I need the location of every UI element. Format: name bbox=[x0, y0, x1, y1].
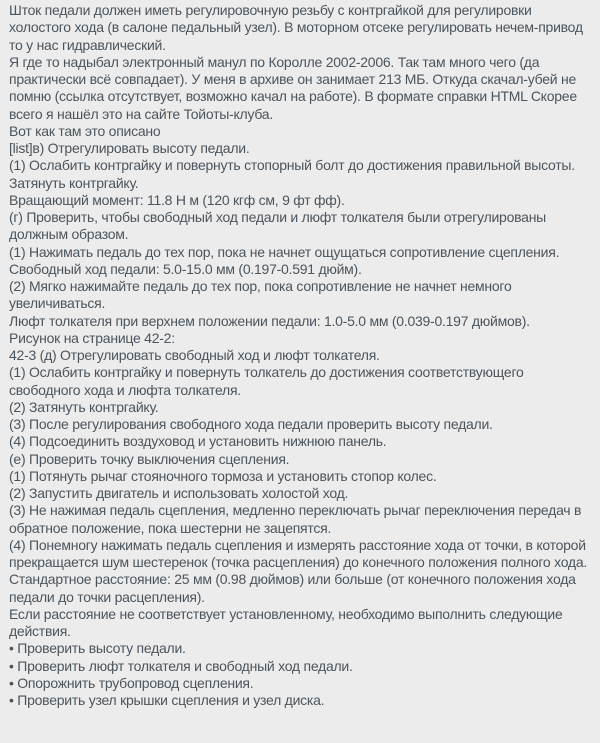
post-line: Вращающий момент: 11.8 Н м (120 кгф см, 9 фт фф). bbox=[9, 191, 345, 208]
post-line: Шток педали должен иметь регулировочную резьбу с контргайкой для регулировки холостого хода (в салоне педальный узел). В моторном отсеке регулировать нечем-привод то у нас гидравлический. bbox=[9, 2, 583, 53]
post-line: (4) Понемногу нажимать педаль сцепления и измерять расстояние хода от точки, в которой прекращается шум шестеренок (точка расцепления) до конечного положения полного хода. bbox=[9, 536, 588, 570]
post-line: (1) Нажимать педаль до тех пор, пока не начнет ощущаться сопротивление сцепления. bbox=[9, 243, 560, 260]
post-line: [list]в) Отрегулировать высоту педали. bbox=[9, 140, 250, 156]
post-line: 42-3 (д) Отрегулировать свободный ход и люфт толкателя. bbox=[9, 347, 380, 363]
post-line-bullet: • Проверить узел крышки сцепления и узел диска. bbox=[9, 692, 325, 708]
post-line: Люфт толкателя при верхнем положении педали: 1.0-5.0 мм (0.039-0.197 дюймов). bbox=[9, 312, 530, 329]
post-line: (2) Мягко нажимайте педаль до тех пор, пока сопротивление не начнет немного увеличиваться. bbox=[9, 278, 512, 312]
post-line: (3) Не нажимая педаль сцепления, медленно переключать рычаг переключения передач в обратное положение, пока шестерни не зацепятся. bbox=[9, 502, 582, 536]
post-line: (1) Ослабить контргайку и повернуть стопорный болт до достижения правильной высоты. Затянуть контргайку. bbox=[9, 157, 575, 191]
post-line: Свободный ход педали: 5.0-15.0 мм (0.197-0.591 дюйм). bbox=[9, 260, 362, 277]
post-line: (1) Ослабить контргайку и повернуть толкатель до достижения соответствующего свободного хода и люфта толкателя. bbox=[9, 364, 524, 398]
post-line: Вот как там это описано bbox=[9, 122, 161, 139]
post-line: (4) Подсоединить воздуховод и установить нижнюю панель. bbox=[9, 433, 387, 450]
post-line: (е) Проверить точку выключения сцепления. bbox=[9, 450, 290, 467]
post-line-bullet: • Проверить высоту педали. bbox=[9, 640, 186, 657]
post-line: Стандартное расстояние: 25 мм (0.98 дюймов) или больше (от конечного положения хода педали до точки расцепления). bbox=[9, 571, 576, 605]
post-line: Я где то надыбал электронный манул по Королле 2002-2006. Так там много чего (да практически всё совпадает). У меня в архиве он занимает 213 МБ. Откуда скачал-убей не помню (ссылка отсутствует, возможно качал на работе). В формате справки HTML Скорее всего я нашёл это на сайте Тойоты-клуба. bbox=[9, 53, 577, 122]
post-line: Если расстояние не соответствует установленному, необходимо выполнить следующие действия. bbox=[9, 605, 563, 639]
post-line: (1) Потянуть рычаг стояночного тормоза и установить стопор колес. bbox=[9, 467, 437, 484]
post-line: (2) Затянуть контргайку. bbox=[9, 398, 159, 415]
post-line: (2) Запустить двигатель и использовать холостой ход. bbox=[9, 485, 349, 501]
post-line: (3) После регулирования свободного хода педали проверить высоту педали. bbox=[9, 416, 493, 432]
post-line-bullet: • Опорожнить трубопровод сцепления. bbox=[9, 674, 254, 691]
post-line: Рисунок на странице 42-2: bbox=[9, 329, 175, 346]
post-line-bullet: • Проверить люфт толкателя и свободный ход педали. bbox=[9, 657, 353, 674]
post-line: (г) Проверить, чтобы свободный ход педали и люфт толкателя были отрегулированы должным образом. bbox=[9, 209, 546, 243]
